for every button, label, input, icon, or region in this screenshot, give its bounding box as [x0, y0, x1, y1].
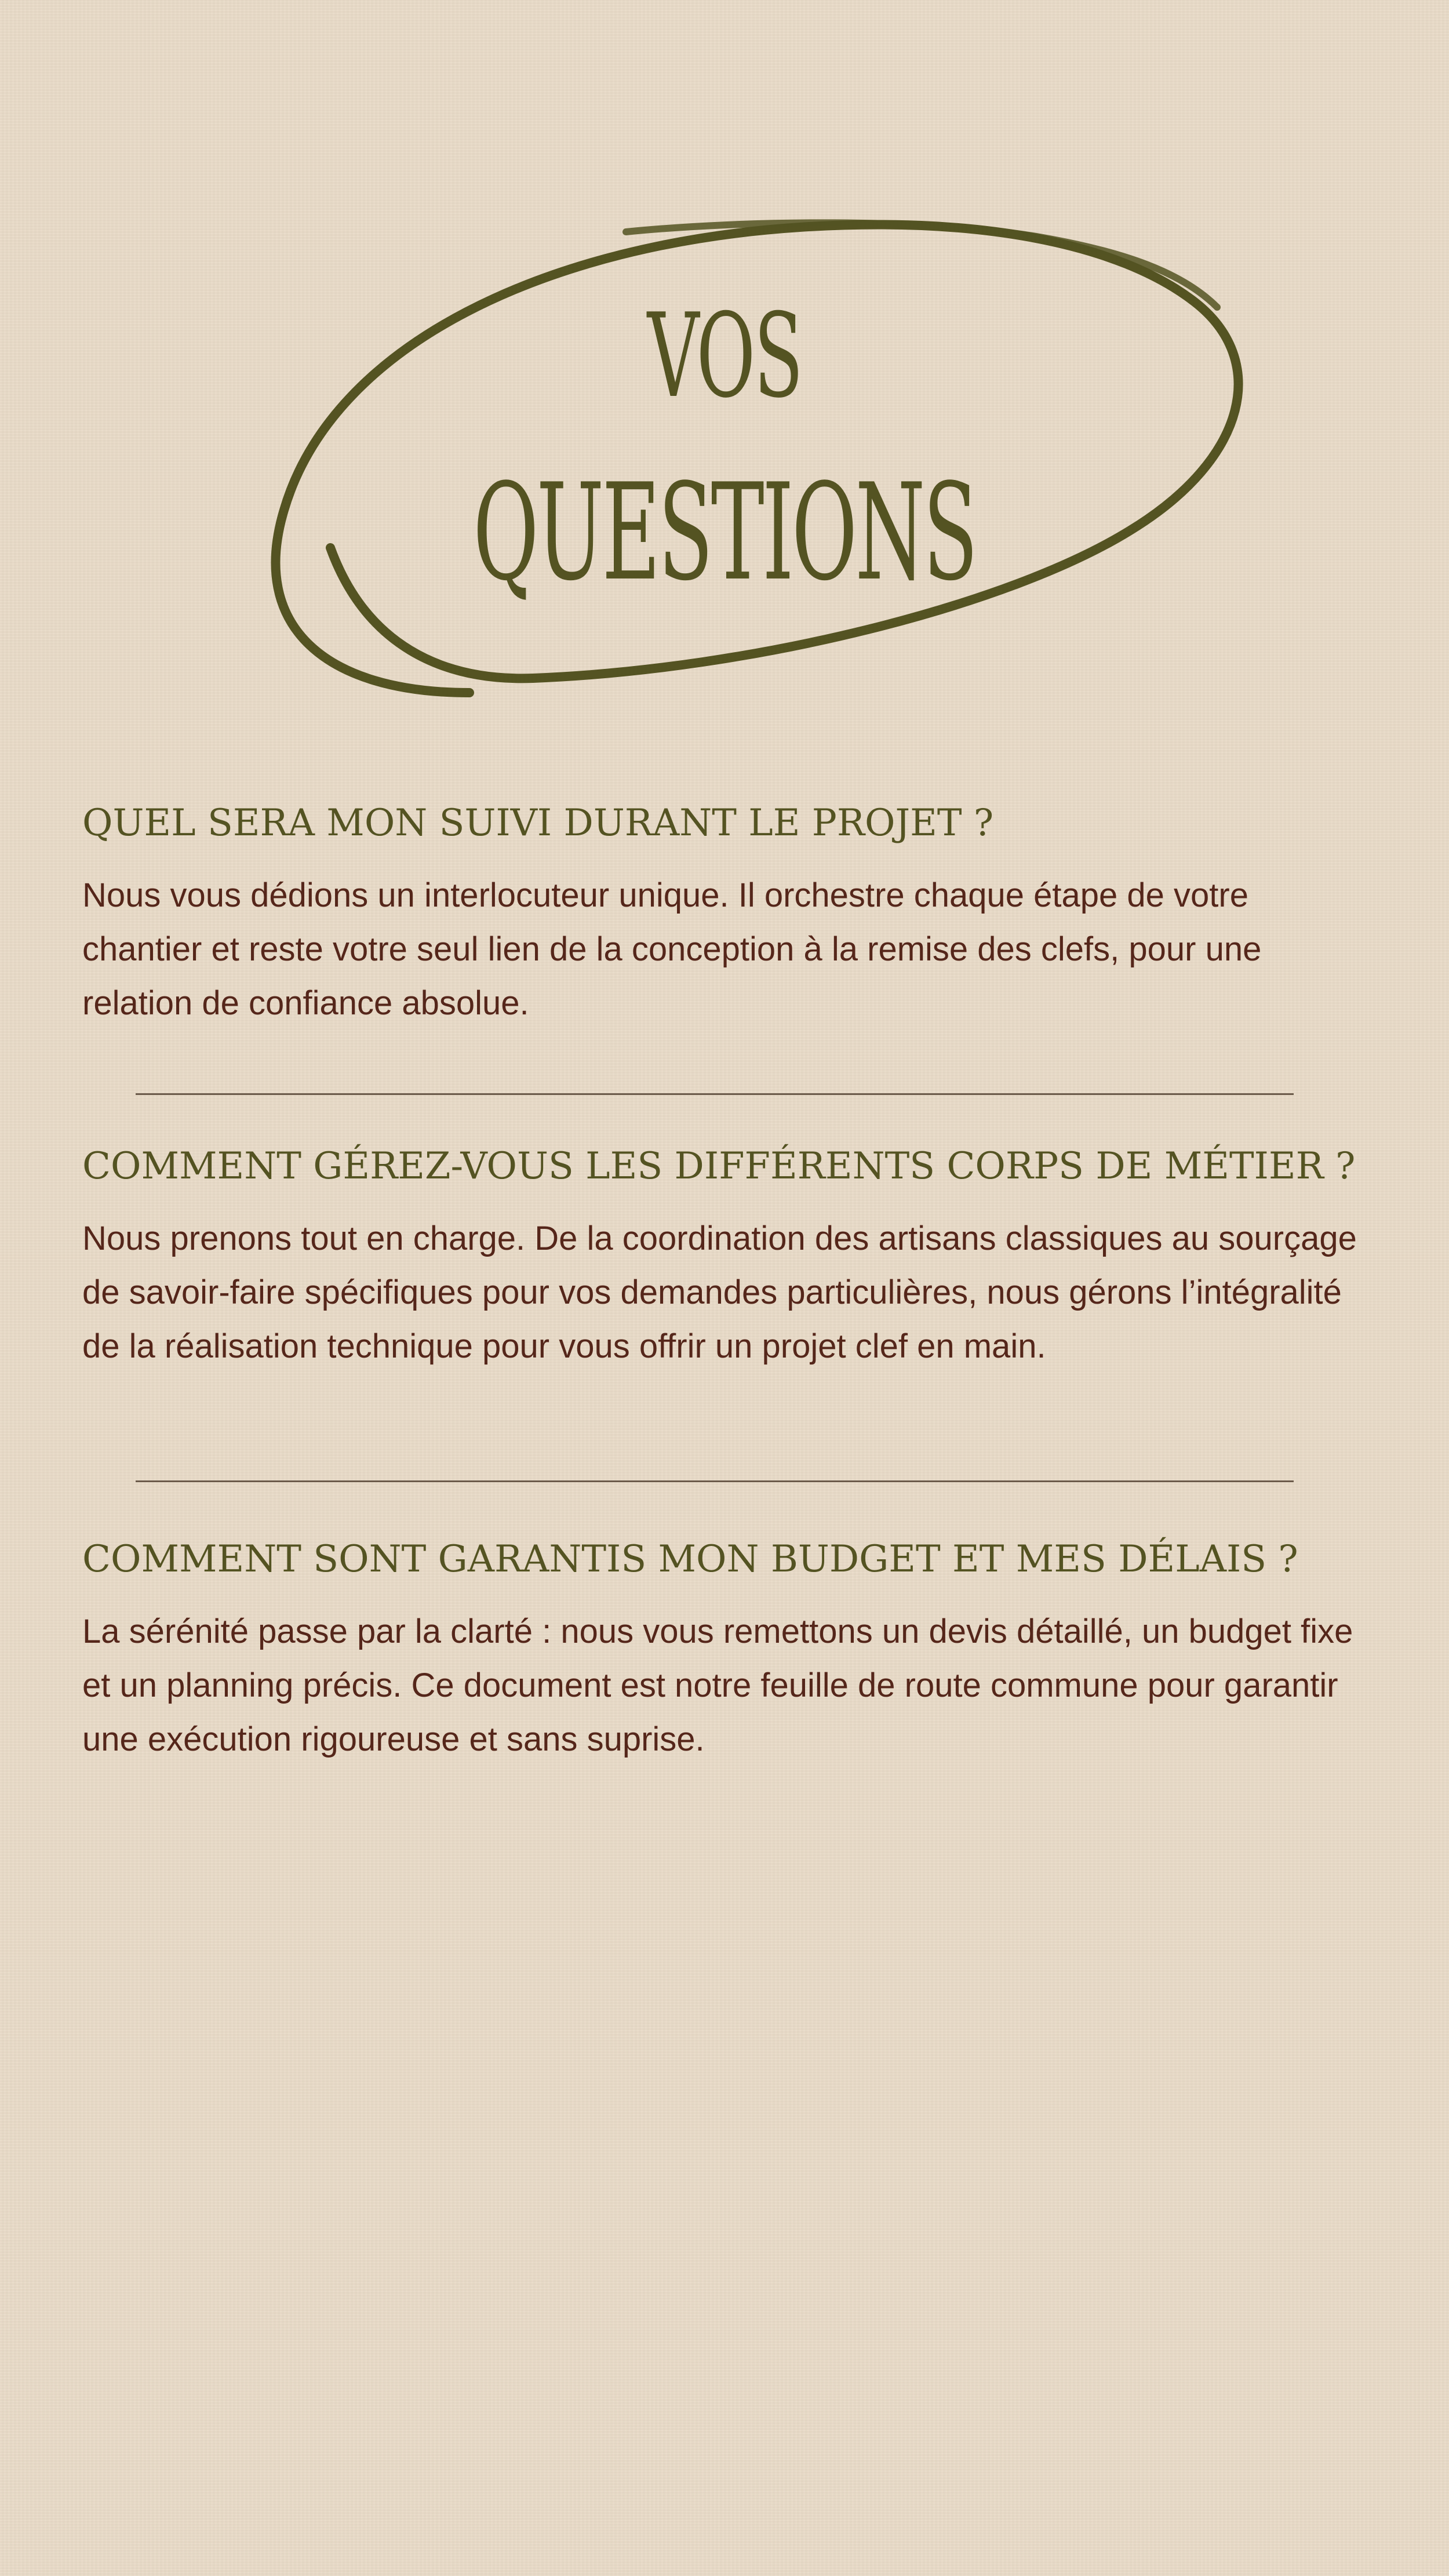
faq-answer: La sérénité passe par la clarté : nous vous remettons un devis détaillé, un budget fixe et un planning précis. Ce document est notre feuille de route commune pour garantir une exécution rigoureuse et sans suprise. [82, 1613, 1353, 1758]
hero-title-line-1: VOS [647, 289, 802, 424]
faq-question: COMMENT SONT GARANTIS MON BUDGET ET MES DÉLAIS ? [82, 1538, 1298, 1581]
divider [136, 1480, 1294, 1482]
faq-question: QUEL SERA MON SUIVI DURANT LE PROJET ? [82, 802, 994, 845]
faq-item-budget-delais [82, 1535, 1375, 1766]
faq-answer: Nous prenons tout en charge. De la coordination des artisans classiques au sourçage de savoir-faire spécifiques pour vos demandes particulières, nous gérons l’intégralité de la réalisation technique pour vous offrir un projet clef en main. [82, 1220, 1357, 1365]
faq-item-suivi [82, 799, 1375, 1030]
hero-title-line-2: QUESTIONS [473, 456, 976, 610]
hero-section [0, 0, 1449, 730]
faq-answer: Nous vous dédions un interlocuteur unique. Il orchestre chaque étape de votre chantier et reste votre seul lien de la conception à la remise des clefs, pour une relation de confiance absolue. [82, 876, 1262, 1022]
faq-question: COMMENT GÉREZ-VOUS LES DIFFÉRENTS CORPS DE MÉTIER ? [82, 1145, 1356, 1188]
faq-item-corps-de-metier [82, 1142, 1375, 1373]
divider [136, 1093, 1294, 1095]
